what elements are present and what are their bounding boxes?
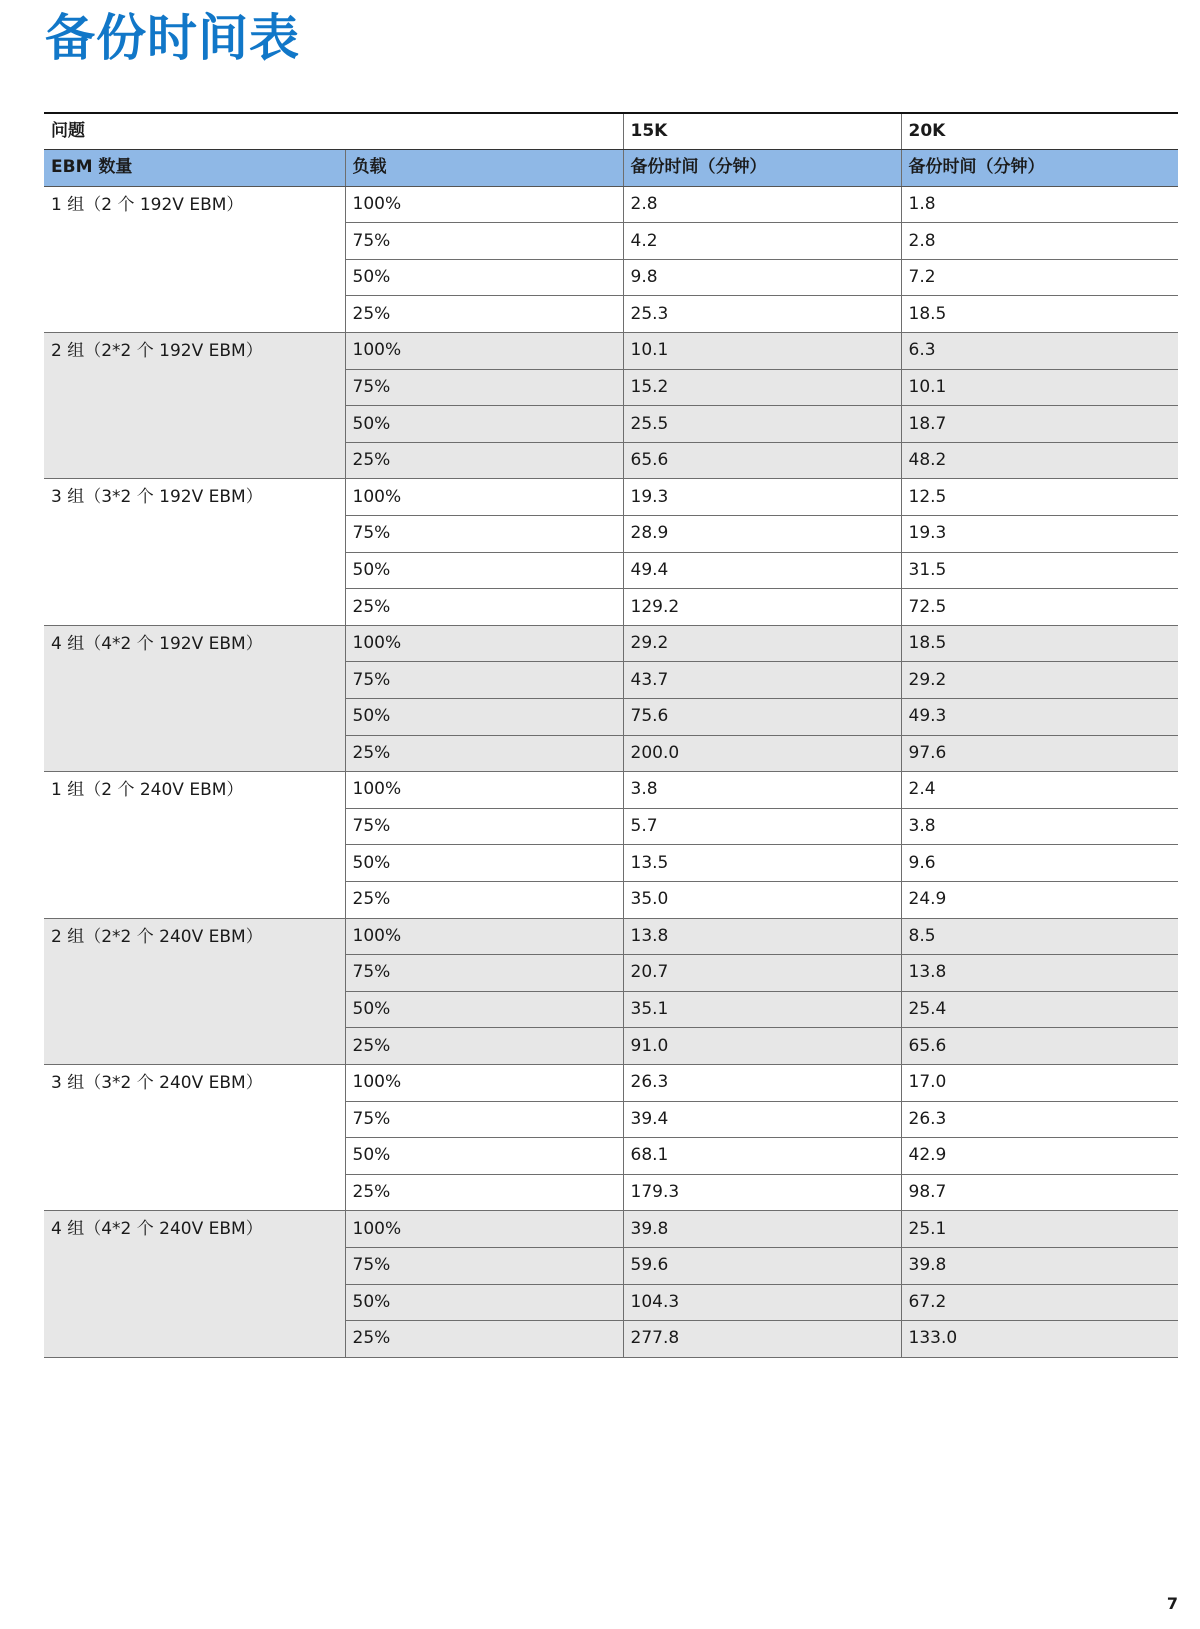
backup-time-15k-cell: 75.6 [623, 699, 901, 736]
table-row [44, 772, 1178, 809]
backup-time-20k-cell: 133.0 [901, 1321, 1178, 1358]
backup-time-20k-cell: 24.9 [901, 881, 1178, 918]
table-group [44, 918, 1178, 1064]
load-cell: 25% [345, 1028, 623, 1065]
header-backup-time-20k: 备份时间（分钟） [901, 150, 1178, 187]
table-row [44, 479, 1178, 516]
load-cell: 50% [345, 259, 623, 296]
load-cell: 75% [345, 955, 623, 992]
backup-time-20k-cell: 29.2 [901, 662, 1178, 699]
backup-time-15k-cell: 43.7 [623, 662, 901, 699]
load-cell: 25% [345, 1321, 623, 1358]
backup-time-20k-cell: 42.9 [901, 1138, 1178, 1175]
backup-time-20k-cell: 39.8 [901, 1247, 1178, 1284]
backup-time-15k-cell: 35.1 [623, 991, 901, 1028]
table-row [44, 1064, 1178, 1101]
table-group [44, 1064, 1178, 1210]
backup-time-15k-cell: 2.8 [623, 186, 901, 223]
load-cell: 25% [345, 589, 623, 626]
backup-time-15k-cell: 3.8 [623, 772, 901, 809]
backup-time-15k-cell: 129.2 [623, 589, 901, 626]
load-cell: 75% [345, 1247, 623, 1284]
backup-time-15k-cell: 29.2 [623, 625, 901, 662]
header-ebm-count: EBM 数量 [44, 150, 345, 187]
table-group [44, 625, 1178, 771]
load-cell: 50% [345, 406, 623, 443]
backup-time-20k-cell: 31.5 [901, 552, 1178, 589]
load-cell: 100% [345, 186, 623, 223]
load-cell: 75% [345, 1101, 623, 1138]
load-cell: 100% [345, 772, 623, 809]
backup-time-15k-cell: 25.3 [623, 296, 901, 333]
backup-time-15k-cell: 277.8 [623, 1321, 901, 1358]
load-cell: 50% [345, 699, 623, 736]
load-cell: 25% [345, 881, 623, 918]
load-cell: 50% [345, 1138, 623, 1175]
table-row [44, 918, 1178, 955]
load-cell: 25% [345, 735, 623, 772]
load-cell: 50% [345, 1284, 623, 1321]
ebm-group-label: 1 组（2 个 240V EBM） [44, 772, 345, 918]
backup-time-15k-cell: 39.8 [623, 1211, 901, 1248]
backup-time-20k-cell: 25.4 [901, 991, 1178, 1028]
backup-time-20k-cell: 49.3 [901, 699, 1178, 736]
backup-time-20k-cell: 18.7 [901, 406, 1178, 443]
backup-time-15k-cell: 13.8 [623, 918, 901, 955]
ebm-group-label: 4 组（4*2 个 192V EBM） [44, 625, 345, 771]
backup-time-15k-cell: 13.5 [623, 845, 901, 882]
backup-time-20k-cell: 17.0 [901, 1064, 1178, 1101]
table-group [44, 479, 1178, 625]
table-sub-header-row [44, 150, 1178, 187]
header-15k: 15K [623, 113, 901, 150]
backup-time-15k-cell: 35.0 [623, 881, 901, 918]
ebm-group-label: 3 组（3*2 个 240V EBM） [44, 1064, 345, 1210]
backup-time-20k-cell: 25.1 [901, 1211, 1178, 1248]
backup-time-15k-cell: 28.9 [623, 516, 901, 553]
backup-time-20k-cell: 19.3 [901, 516, 1178, 553]
ebm-group-label: 4 组（4*2 个 240V EBM） [44, 1211, 345, 1357]
header-backup-time-15k: 备份时间（分钟） [623, 150, 901, 187]
backup-time-15k-cell: 179.3 [623, 1174, 901, 1211]
table-group [44, 186, 1178, 332]
backup-time-20k-cell: 97.6 [901, 735, 1178, 772]
backup-time-20k-cell: 3.8 [901, 808, 1178, 845]
backup-time-table [44, 112, 1178, 1358]
backup-time-15k-cell: 39.4 [623, 1101, 901, 1138]
load-cell: 25% [345, 442, 623, 479]
load-cell: 100% [345, 918, 623, 955]
header-question: 问题 [44, 113, 623, 150]
backup-time-20k-cell: 2.4 [901, 772, 1178, 809]
load-cell: 100% [345, 1064, 623, 1101]
backup-time-15k-cell: 104.3 [623, 1284, 901, 1321]
load-cell: 100% [345, 479, 623, 516]
ebm-group-label: 1 组（2 个 192V EBM） [44, 186, 345, 332]
header-load: 负载 [345, 150, 623, 187]
ebm-group-label: 3 组（3*2 个 192V EBM） [44, 479, 345, 625]
load-cell: 75% [345, 662, 623, 699]
backup-time-15k-cell: 4.2 [623, 223, 901, 260]
backup-time-15k-cell: 10.1 [623, 333, 901, 370]
backup-time-15k-cell: 26.3 [623, 1064, 901, 1101]
backup-time-20k-cell: 6.3 [901, 333, 1178, 370]
load-cell: 100% [345, 1211, 623, 1248]
page-number: 7 [1166, 1594, 1178, 1613]
table-row [44, 186, 1178, 223]
table-top-header-row [44, 113, 1178, 150]
backup-time-20k-cell: 2.8 [901, 223, 1178, 260]
load-cell: 50% [345, 991, 623, 1028]
table-row [44, 333, 1178, 370]
load-cell: 75% [345, 808, 623, 845]
backup-time-20k-cell: 65.6 [901, 1028, 1178, 1065]
backup-time-20k-cell: 9.6 [901, 845, 1178, 882]
header-20k: 20K [901, 113, 1178, 150]
load-cell: 50% [345, 552, 623, 589]
load-cell: 75% [345, 223, 623, 260]
backup-time-20k-cell: 13.8 [901, 955, 1178, 992]
backup-time-15k-cell: 25.5 [623, 406, 901, 443]
table-group [44, 333, 1178, 479]
load-cell: 75% [345, 369, 623, 406]
backup-time-20k-cell: 12.5 [901, 479, 1178, 516]
ebm-group-label: 2 组（2*2 个 240V EBM） [44, 918, 345, 1064]
backup-time-15k-cell: 59.6 [623, 1247, 901, 1284]
backup-time-20k-cell: 8.5 [901, 918, 1178, 955]
backup-time-15k-cell: 15.2 [623, 369, 901, 406]
backup-time-15k-cell: 49.4 [623, 552, 901, 589]
backup-time-20k-cell: 10.1 [901, 369, 1178, 406]
backup-time-15k-cell: 65.6 [623, 442, 901, 479]
backup-time-20k-cell: 67.2 [901, 1284, 1178, 1321]
backup-time-15k-cell: 91.0 [623, 1028, 901, 1065]
backup-time-20k-cell: 72.5 [901, 589, 1178, 626]
table-group [44, 772, 1178, 918]
table-row [44, 1211, 1178, 1248]
load-cell: 75% [345, 516, 623, 553]
load-cell: 100% [345, 333, 623, 370]
backup-time-15k-cell: 5.7 [623, 808, 901, 845]
load-cell: 50% [345, 845, 623, 882]
load-cell: 25% [345, 1174, 623, 1211]
backup-time-15k-cell: 9.8 [623, 259, 901, 296]
backup-time-20k-cell: 7.2 [901, 259, 1178, 296]
load-cell: 100% [345, 625, 623, 662]
backup-time-20k-cell: 18.5 [901, 625, 1178, 662]
backup-time-20k-cell: 1.8 [901, 186, 1178, 223]
table-row [44, 625, 1178, 662]
backup-time-20k-cell: 26.3 [901, 1101, 1178, 1138]
ebm-group-label: 2 组（2*2 个 192V EBM） [44, 333, 345, 479]
backup-time-20k-cell: 48.2 [901, 442, 1178, 479]
backup-time-20k-cell: 18.5 [901, 296, 1178, 333]
backup-time-15k-cell: 20.7 [623, 955, 901, 992]
load-cell: 25% [345, 296, 623, 333]
page-title: 备份时间表 [45, 9, 300, 67]
backup-time-20k-cell: 98.7 [901, 1174, 1178, 1211]
backup-time-15k-cell: 68.1 [623, 1138, 901, 1175]
backup-time-15k-cell: 200.0 [623, 735, 901, 772]
backup-time-15k-cell: 19.3 [623, 479, 901, 516]
table-group [44, 1211, 1178, 1357]
